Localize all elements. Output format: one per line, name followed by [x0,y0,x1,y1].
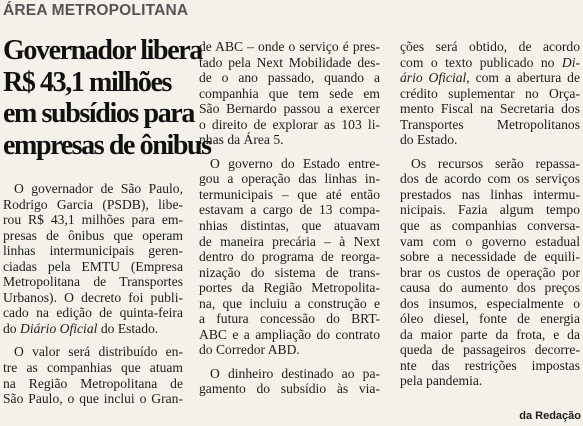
article-column-1 [3,181,183,407]
paragraph [199,366,380,397]
article-column-2 [199,39,380,397]
text-line: do Corredor ABD. [199,342,300,358]
text-line: de maneira precária – à Next [199,233,380,249]
text-line: linhas intermunicipais geren- [3,243,183,259]
paragraph [3,181,183,336]
author-credit: da Redação [519,410,581,422]
text-line: gamento do subsídio às via- [199,381,380,397]
text-line: a futura concessão do BRT- [199,311,380,327]
text-line: brar os custos de operação por [400,264,580,280]
text-line: O dinheiro destinado ao pa- [210,365,380,381]
headline [3,35,211,161]
text-line: com o texto publicado no Di- [400,54,580,70]
text-line: queda de passageiros decorre- [400,342,580,358]
text-line: nização do sistema de trans- [199,264,380,280]
text-line: na Região Metropolitana de [3,375,183,391]
text-line: companhia que tem sede em [199,85,380,101]
text-line: nte das restrições impostas [400,357,580,373]
paragraph [199,39,380,148]
text-line: Rodrigo Garcia (PSDB), libe- [3,196,183,212]
text-line: Metropolitana de Transportes [3,274,183,290]
text-line: da maior parte da frota, e da [400,326,580,342]
headline-line: em subsídios para [3,98,194,129]
text-line: termunicipais – que até então [199,186,380,202]
headline-line: Governador libera [3,35,202,66]
text-line: São Bernardo passou a exercer [199,101,380,117]
text-line: nhas da Área 5. [199,132,284,148]
paragraph [3,344,183,406]
paragraph [199,156,380,358]
text-line: Transportes Metropolitanos [400,116,580,132]
headline-line: empresas de ônibus [3,129,211,161]
headline-line: R$ 43,1 milhões [3,66,172,98]
text-line: São Paulo, o que inclui o Gran- [3,391,183,407]
text-line: ções será obtido, de acordo [400,39,580,54]
text-line: rou R$ 43,1 milhões para em- [3,212,183,228]
paragraph-gap [3,336,183,344]
text-line: dos de acordo com os serviços [400,171,580,187]
text-line: O governador de São Paulo, [14,181,183,196]
text-line: causa do aumento dos preços [400,280,580,296]
text-line: na, que incluiu a construção e [199,295,380,311]
text-line: do Diário Oficial do Estado. [3,320,159,336]
text-line: tado pela Next Mobilidade des- [199,54,380,70]
text-line: mento Fiscal na Secretaria dos [400,101,580,117]
text-line: vam com o governo estadual [400,233,580,249]
text-line: do Estado. [400,132,458,148]
paragraph-gap [199,358,380,366]
paragraph-gap [400,148,580,156]
text-line: dentro do programa de reorga- [199,249,380,265]
paragraph [400,39,580,148]
paragraph [400,156,580,389]
text-line: estavam a cargo de 13 compa- [199,202,380,218]
text-line: ABC e a ampliação do contrato [199,326,380,342]
text-line: O valor será distribuído en- [14,344,183,360]
text-line: nhias distintas, que atuavam [199,218,380,234]
text-line: o direito de explorar as 103 li- [199,116,380,132]
text-line: tre as companhias que atuam [3,360,183,376]
text-line: nicipais. Fazia algum tempo [400,202,580,218]
article-column-3 [400,39,580,389]
text-line: que as companhias conversa- [400,218,580,234]
text-line: Os recursos serão repassa- [411,155,580,171]
text-line: Urbanos). O decreto foi publi- [3,289,183,305]
text-line: portes da Região Metropolita- [199,280,380,296]
text-line: crédito suplementar no Orça- [400,85,580,101]
text-line: sobre a necessidade de equili- [400,249,580,265]
text-line: gou a operação das linhas in- [199,171,380,187]
paragraph-gap [199,148,380,156]
text-line: dos insumos, especialmente o [400,295,580,311]
text-line: pela pandemia. [400,373,483,389]
section-label: ÁREA METROPOLITANA [3,2,189,19]
text-line: prestados nas linhas intermu- [400,186,580,202]
text-line: óleo diesel, fonte de energia [400,311,580,327]
text-line: de o ano passado, quando a [199,70,380,86]
text-line: ário Oficial, com a abertura de [400,70,580,86]
text-line: presas de ônibus que operam [3,227,183,243]
text-line: O governo do Estado entre- [210,155,380,171]
text-line: de ABC – onde o serviço é pres- [199,39,380,54]
text-line: cado na edição de quinta-feira [3,305,183,321]
text-line: ciadas pela EMTU (Empresa [3,258,183,274]
